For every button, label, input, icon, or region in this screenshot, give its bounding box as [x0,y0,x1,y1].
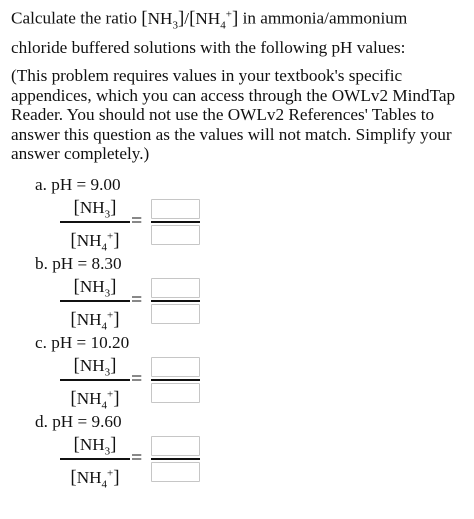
part-a-numerator-input[interactable] [151,199,200,219]
part-c-denominator-input[interactable] [151,383,200,403]
part-d-denominator-input[interactable] [151,462,200,482]
part-d-fraction: $[NH_3]$ $[NH_4^+]$ [60,435,130,485]
question-line-2: chloride buffered solutions with the following pH values: [11,37,406,57]
part-c-answer [151,357,200,403]
part-c-label: c. pH = 10.20 [35,333,130,352]
part-c-fraction: $[NH_3]$ $[NH_4^+]$ [60,356,130,406]
part-b-fraction: $[NH_3]$ $[NH_4^+]$ [60,277,130,327]
question-line-1 [11,4,467,37]
part-a-label: a. pH = 9.00 [35,175,121,194]
part-c-numerator-input[interactable] [151,357,200,377]
question-intro [11,4,467,58]
part-a-answer [151,199,200,245]
ratio-expression: $[NH_3]/[NH_4^+]$ [141,7,239,32]
intro-prefix: Calculate the ratio [11,8,137,28]
part-b-numerator-input[interactable] [151,278,200,298]
part-d-answer [151,436,200,482]
part-c-equals: = [131,368,143,390]
part-a-equals: = [131,210,143,232]
part-d-label: d. pH = 9.60 [35,412,122,431]
intro-suffix: in ammonia/ammonium [242,8,408,28]
part-b-answer [151,278,200,324]
part-b-denominator-input[interactable] [151,304,200,324]
part-b-label: b. pH = 8.30 [35,254,122,273]
part-b-equals: = [131,289,143,311]
part-a-fraction: $[NH_3]$ $[NH_4^+]$ [60,198,130,248]
part-d-numerator-input[interactable] [151,436,200,456]
part-d-equals: = [131,447,143,469]
question-note: (This problem requires values in your textbook's specific appendices, which you can access through the OWLv2 MindTap Reader. You should not use the OWLv2 References' Tables to answer this question as the values will not match. Simplify your answer completely.) [11,66,456,163]
part-a-denominator-input[interactable] [151,225,200,245]
